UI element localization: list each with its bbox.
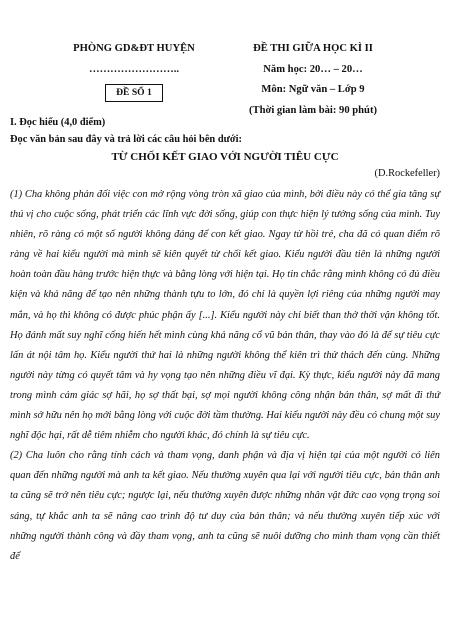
section-instruction: Đọc văn bản sau đây và trả lời các câu hỏi bên dưới: (10, 134, 242, 145)
subject-line: Môn: Ngữ văn – Lớp 9 (261, 84, 365, 95)
exam-code-box: ĐỀ SỐ 1 (105, 84, 163, 102)
exam-title: ĐỀ THI GIỮA HỌC KÌ II (253, 43, 373, 54)
text-title: TỪ CHỐI KẾT GIAO VỚI NGƯỜI TIÊU CỰC (111, 151, 339, 163)
paragraph-1: (1) Cha không phản đối việc con mở rộng vòng tròn xã giao của mình, bởi điều này có thể gia tăng sự thú vị cho cuộc sống, phát triển các lĩnh vực đời sống, giúp con thực hiện lý tưởng sống của mình. Tuy nhiên, rõ ràng có một số người không đáng để con kết giao. Ngay từ hồi trẻ, cha đã có quan điểm rõ ràng về hai kiểu người mà mình sẽ kiên quyết từ chối kết giao. Kiểu người đầu tiên là những người hoàn toàn đầu hàng trước hiện thực và bằng lòng với hiện tại. Họ tin chắc rằng mình không có đủ điều kiện và khả năng để tạo nên những thành tựu to lớn, đó chỉ là quyền lợi riêng của những người may mắn, và họ thì không có được phúc phận ấy [...]. Kiểu người này chỉ biết than thở thời vận không tốt. Họ đánh mất suy nghĩ cống hiến hết mình cùng khả năng cổ vũ bản thân, thay vào đó là để sự tiêu cực lấn át nội tâm họ. Kiểu người thứ hai là những người không thể kiên trì thử thách đến cùng. Những người này từng có quyết tâm và hy vọng tạo nên những điều vĩ đại. Kỳ thực, kiểu người này đã mang trong mình cảm giác sợ hãi, họ sợ thất bại, sợ mọi người không công nhận bản thân, sợ mất đi thứ mình sở hữu nên họ mới bằng lòng với cuộc đời tầm thường. Hai kiểu người này đều có chung một suy nghĩ độc hại, rất dễ tiêm nhiễm cho người khác, đó chính là sự tiêu cực. (10, 189, 440, 442)
reading-passage (10, 185, 440, 567)
school-year: Năm học: 20… – 20… (263, 64, 363, 75)
district-placeholder: …………………….. (88, 64, 180, 75)
time-limit: (Thời gian làm bài: 90 phút) (248, 105, 377, 116)
department-name: PHÒNG GD&ĐT HUYỆN (73, 43, 195, 54)
text-author: (D.Rockefeller) (374, 168, 440, 179)
section-heading: I. Đọc hiểu (4,0 điểm) (10, 117, 106, 128)
paragraph-2: (2) Cha luôn cho rằng tính cách và tham vọng, danh phận và địa vị hiện tại của một người có liên quan đến những người mà anh ta kết giao. Nếu thường xuyên qua lại với người tiêu cực, bản thân anh ta cũng sẽ trở nên tiêu cực; ngược lại, nếu thường xuyên được những nhân vật đức cao vọng trọng soi sáng, tự khắc anh ta sẽ nâng cao trình độ tư duy của bản thân; và nếu thường xuyên tiếp xúc với những người thành công và đầy tham vọng, anh ta cũng sẽ nuôi dưỡng cho mình tham vọng cần thiết để (10, 450, 440, 562)
